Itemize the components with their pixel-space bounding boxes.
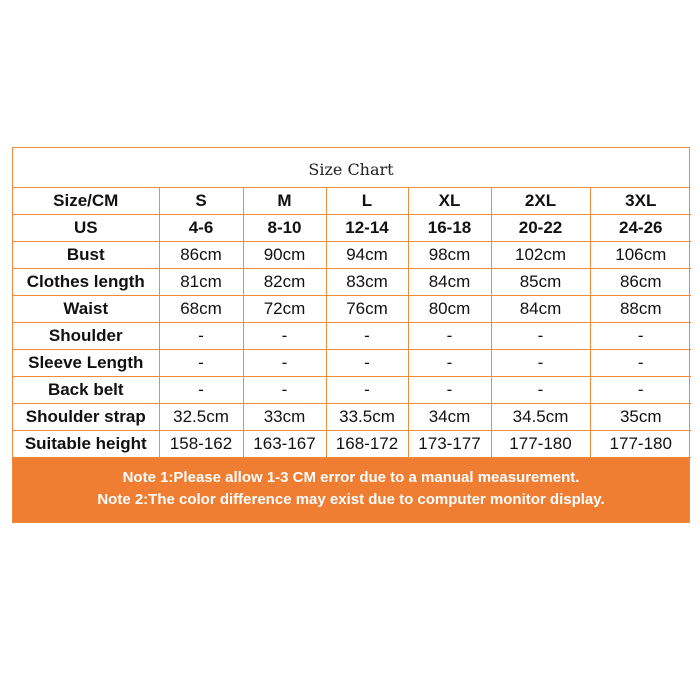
table-cell: 72cm xyxy=(243,296,326,323)
table-cell: 24-26 xyxy=(590,215,691,242)
table-cell: 34.5cm xyxy=(491,404,590,431)
table-cell: - xyxy=(491,323,590,350)
table-cell: 82cm xyxy=(243,269,326,296)
table-cell: - xyxy=(159,377,243,404)
table-cell: - xyxy=(491,350,590,377)
row-label: Shoulder strap xyxy=(13,404,159,431)
table-cell: - xyxy=(408,323,491,350)
header-size-cell: 2XL xyxy=(491,188,590,215)
table-cell: 90cm xyxy=(243,242,326,269)
table-cell: 102cm xyxy=(491,242,590,269)
table-cell: 81cm xyxy=(159,269,243,296)
table-cell: 20-22 xyxy=(491,215,590,242)
table-cell: 4-6 xyxy=(159,215,243,242)
row-label: Suitable height xyxy=(13,431,159,458)
table-cell: 94cm xyxy=(326,242,408,269)
table-cell: 98cm xyxy=(408,242,491,269)
table-cell: 34cm xyxy=(408,404,491,431)
header-size-cell: 3XL xyxy=(590,188,691,215)
row-label: Sleeve Length xyxy=(13,350,159,377)
table-cell: 106cm xyxy=(590,242,691,269)
table-cell: - xyxy=(590,323,691,350)
table-cell: 80cm xyxy=(408,296,491,323)
table-cell: - xyxy=(326,323,408,350)
notes-banner xyxy=(13,458,689,522)
table-cell: 84cm xyxy=(491,296,590,323)
table-row xyxy=(13,242,691,269)
table-row xyxy=(13,350,691,377)
table-cell: 158-162 xyxy=(159,431,243,458)
table-cell: - xyxy=(243,377,326,404)
table-cell: 85cm xyxy=(491,269,590,296)
row-label: Back belt xyxy=(13,377,159,404)
table-cell: 33.5cm xyxy=(326,404,408,431)
table-cell: - xyxy=(590,350,691,377)
table-row xyxy=(13,215,691,242)
table-cell: 76cm xyxy=(326,296,408,323)
note-2: Note 2:The color difference may exist due to computer monitor display. xyxy=(97,491,605,508)
table-cell: - xyxy=(326,377,408,404)
table-cell: 32.5cm xyxy=(159,404,243,431)
table-row xyxy=(13,377,691,404)
table-cell: 177-180 xyxy=(590,431,691,458)
table-cell: 86cm xyxy=(590,269,691,296)
table-cell: - xyxy=(408,377,491,404)
note-1: Note 1:Please allow 1-3 CM error due to a manual measurement. xyxy=(122,469,580,486)
row-label: US xyxy=(13,215,159,242)
table-cell: - xyxy=(408,350,491,377)
table-cell: 83cm xyxy=(326,269,408,296)
table-cell: 163-167 xyxy=(243,431,326,458)
chart-title: Size Chart xyxy=(13,148,689,188)
size-chart xyxy=(12,147,690,523)
table-cell: 8-10 xyxy=(243,215,326,242)
size-table xyxy=(13,188,691,458)
table-cell: 33cm xyxy=(243,404,326,431)
table-cell: 177-180 xyxy=(491,431,590,458)
row-label: Bust xyxy=(13,242,159,269)
table-row xyxy=(13,323,691,350)
table-cell: 88cm xyxy=(590,296,691,323)
table-row xyxy=(13,431,691,458)
table-cell: - xyxy=(159,350,243,377)
table-cell: - xyxy=(243,323,326,350)
row-label: Shoulder xyxy=(13,323,159,350)
row-label: Waist xyxy=(13,296,159,323)
row-label: Clothes length xyxy=(13,269,159,296)
table-cell: - xyxy=(491,377,590,404)
header-label-cell: Size/CM xyxy=(13,188,159,215)
header-size-cell: L xyxy=(326,188,408,215)
table-cell: 68cm xyxy=(159,296,243,323)
table-cell: - xyxy=(590,377,691,404)
table-cell: 35cm xyxy=(590,404,691,431)
table-cell: 86cm xyxy=(159,242,243,269)
size-table-body xyxy=(13,188,691,458)
table-cell: - xyxy=(326,350,408,377)
table-header-row xyxy=(13,188,691,215)
table-cell: 12-14 xyxy=(326,215,408,242)
table-cell: 84cm xyxy=(408,269,491,296)
header-size-cell: S xyxy=(159,188,243,215)
table-row xyxy=(13,296,691,323)
table-cell: - xyxy=(159,323,243,350)
header-size-cell: XL xyxy=(408,188,491,215)
table-cell: 173-177 xyxy=(408,431,491,458)
header-size-cell: M xyxy=(243,188,326,215)
table-cell: - xyxy=(243,350,326,377)
table-cell: 168-172 xyxy=(326,431,408,458)
table-row xyxy=(13,404,691,431)
table-cell: 16-18 xyxy=(408,215,491,242)
table-row xyxy=(13,269,691,296)
